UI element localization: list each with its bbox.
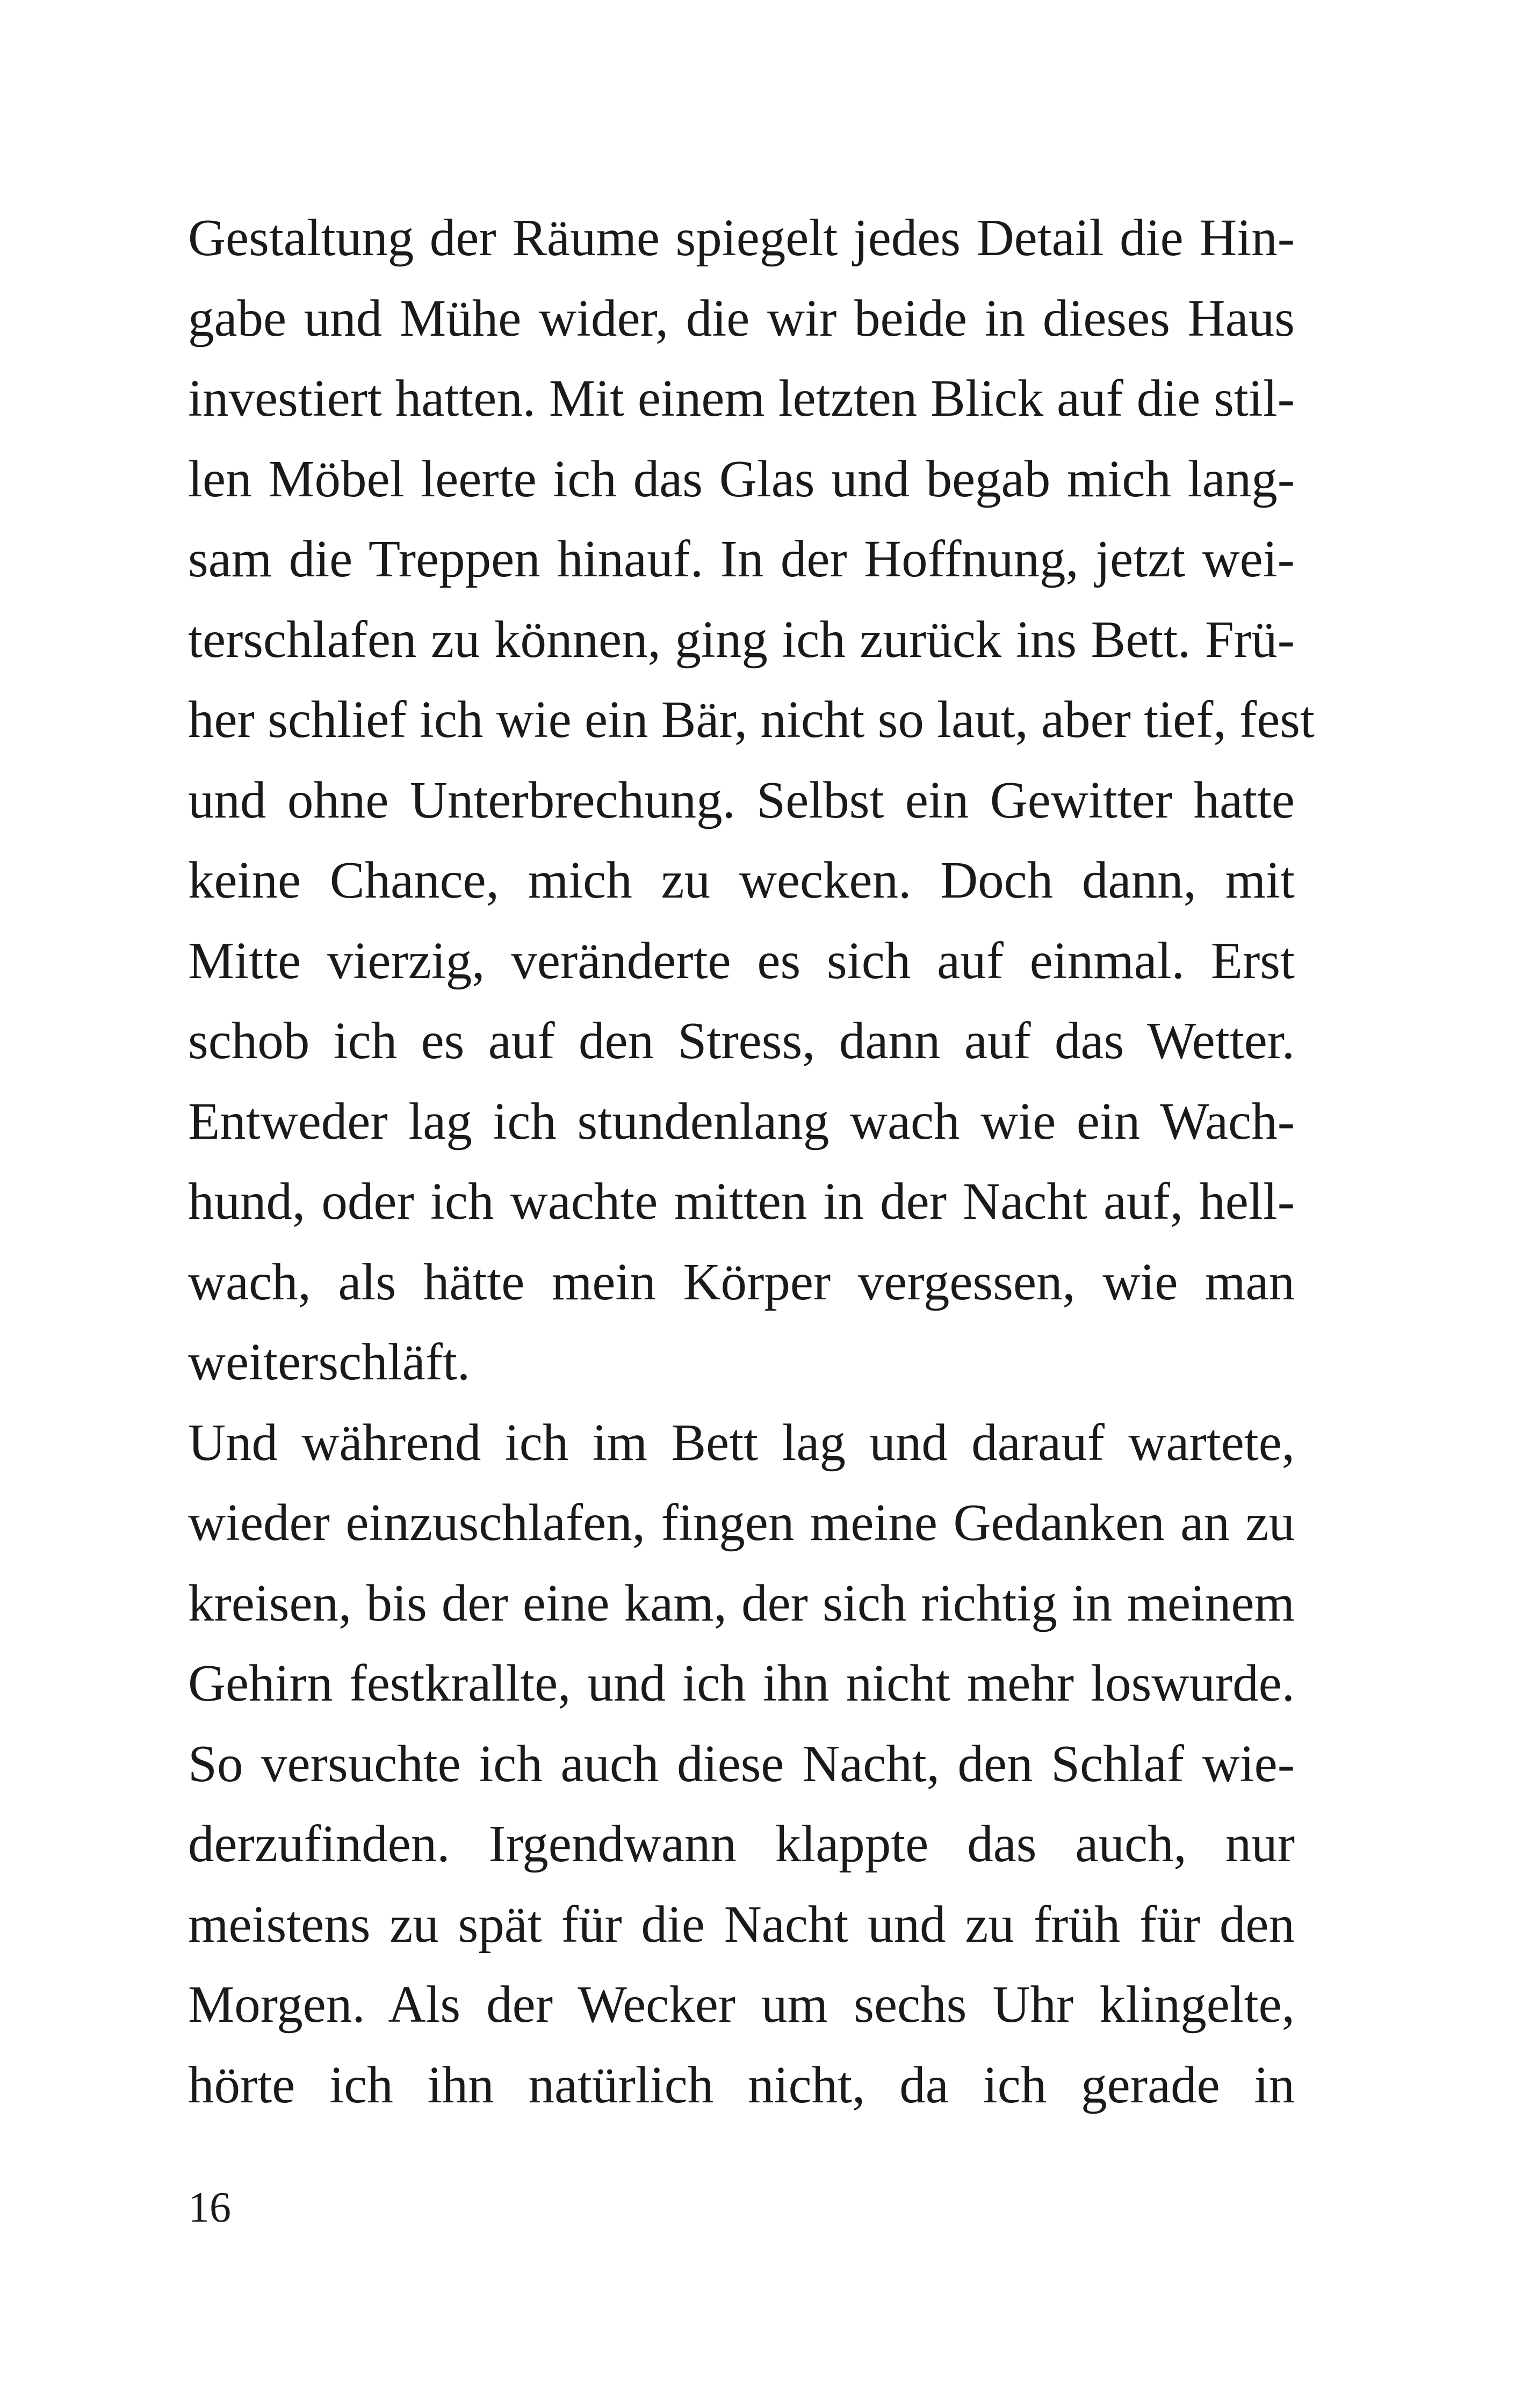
text-line: und ohne Unterbrechung. Selbst ein Gewitter hatte <box>188 771 1295 829</box>
text-line: weiterschläft. <box>188 1333 471 1391</box>
page-number: 16 <box>188 2184 231 2231</box>
text-line: Und während ich im Bett lag und darauf wartete, <box>188 1413 1295 1471</box>
text-line: Mitte vierzig, veränderte es sich auf einmal. Erst <box>188 931 1295 989</box>
text-line: hörte ich ihn natürlich nicht, da ich gerade in <box>188 2056 1295 2114</box>
text-line: investiert hatten. Mit einem letzten Blick auf die stil- <box>188 370 1295 427</box>
text-line: keine Chance, mich zu wecken. Doch dann, mit <box>188 851 1295 909</box>
text-line: Entweder lag ich stundenlang wach wie ein Wach- <box>188 1092 1295 1150</box>
text-line: gabe und Mühe wider, die wir beide in dieses Haus <box>188 289 1295 347</box>
text-line: derzufinden. Irgendwann klappte das auch, nur <box>188 1815 1295 1872</box>
paragraph-1 <box>188 198 1315 1402</box>
text-line: So versuchte ich auch diese Nacht, den Schlaf wie- <box>188 1734 1295 1792</box>
text-line: meistens zu spät für die Nacht und zu früh für den <box>188 1895 1295 1953</box>
text-line: schob ich es auf den Stress, dann auf das Wetter. <box>188 1012 1295 1069</box>
text-line: wach, als hätte mein Körper vergessen, wie man <box>188 1253 1295 1311</box>
text-line: kreisen, bis der eine kam, der sich richtig in meinem <box>188 1574 1295 1632</box>
text-line: Morgen. Als der Wecker um sechs Uhr klingelte, <box>188 1976 1295 2033</box>
paragraph-2 <box>188 1402 1295 2125</box>
text-line: Gehirn festkrallte, und ich ihn nicht mehr loswurde. <box>188 1654 1295 1712</box>
text-line: terschlafen zu können, ging ich zurück ins Bett. Frü- <box>188 610 1295 668</box>
text-line: len Möbel leerte ich das Glas und begab mich lang- <box>188 450 1295 508</box>
text-line: her schlief ich wie ein Bär, nicht so laut, aber tief, fest <box>188 691 1315 748</box>
body-text <box>188 198 1315 2125</box>
text-line: hund, oder ich wachte mitten in der Nacht auf, hell- <box>188 1173 1295 1230</box>
text-line: sam die Treppen hinauf. In der Hoffnung, jetzt wei- <box>188 530 1295 588</box>
text-line: wieder einzuschlafen, fingen meine Gedanken an zu <box>188 1494 1295 1551</box>
text-line: Gestaltung der Räume spiegelt jedes Detail die Hin- <box>188 209 1295 266</box>
